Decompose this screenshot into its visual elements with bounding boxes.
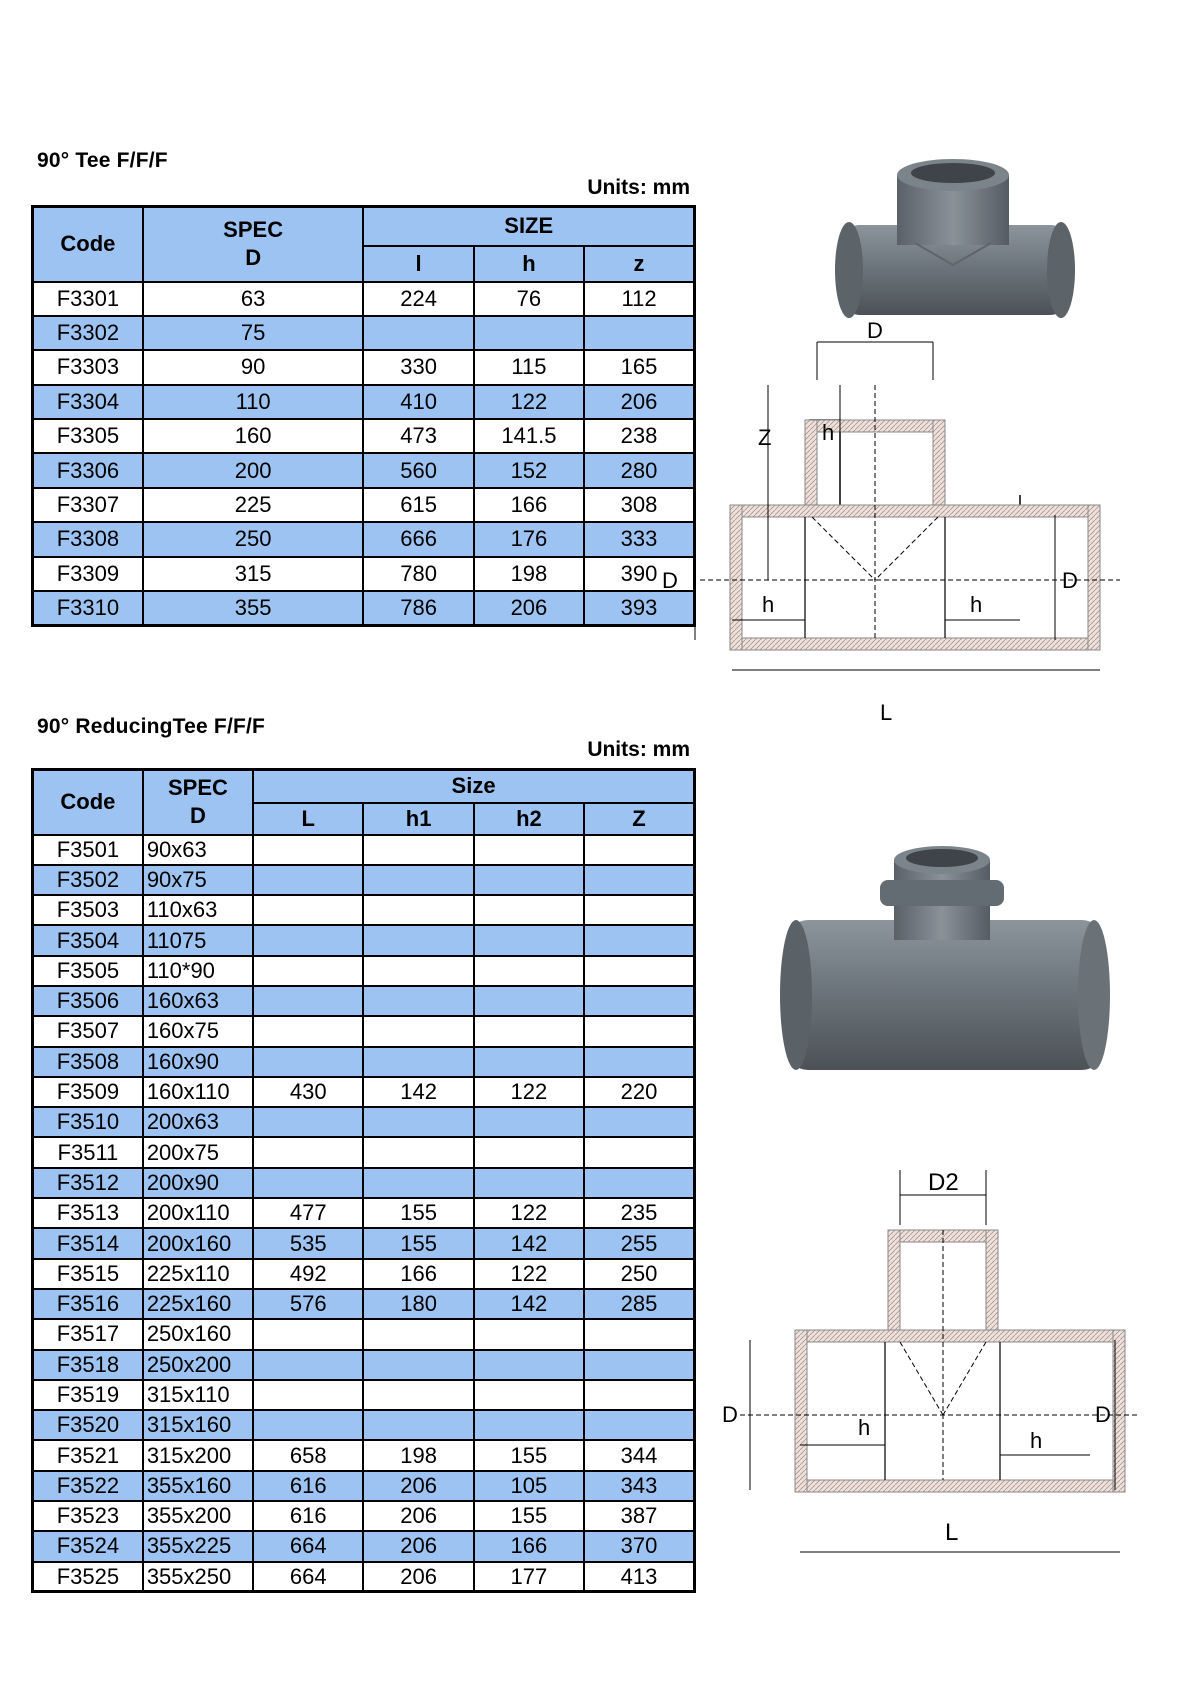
table-row — [33, 350, 695, 384]
cell-z — [584, 1047, 694, 1077]
tee-diagram-h-top: h — [822, 420, 835, 445]
table-row — [33, 835, 695, 865]
cell-h1: 206 — [363, 1531, 473, 1561]
cell-h1 — [363, 1380, 473, 1410]
cell-z — [584, 1410, 694, 1440]
cell-code: F3517 — [33, 1319, 143, 1349]
cell-d: 110*90 — [143, 956, 253, 986]
cell-d: 315x110 — [143, 1380, 253, 1410]
cell-h: 198 — [474, 557, 584, 591]
cell-code: F3308 — [33, 522, 143, 556]
cell-d: 355 — [143, 591, 364, 625]
cell-code: F3310 — [33, 591, 143, 625]
cell-d: 200 — [143, 453, 364, 487]
cell-l: 616 — [253, 1501, 363, 1531]
cell-d: 225x160 — [143, 1289, 253, 1319]
cell-z: 285 — [584, 1289, 694, 1319]
cell-h1 — [363, 925, 473, 955]
cell-h1 — [363, 835, 473, 865]
cell-h1 — [363, 1137, 473, 1167]
cell-code: F3501 — [33, 835, 143, 865]
cell-z: 387 — [584, 1501, 694, 1531]
table-row — [33, 316, 695, 350]
tee-product-photo — [835, 155, 1075, 335]
cell-h2 — [474, 925, 584, 955]
cell-code: F3309 — [33, 557, 143, 591]
cell-code: F3519 — [33, 1380, 143, 1410]
table-row — [33, 1440, 695, 1470]
cell-l: 477 — [253, 1198, 363, 1228]
tee-col-spec — [143, 207, 364, 282]
tee-diagram-d-top: D — [867, 318, 883, 343]
table-row — [33, 1501, 695, 1531]
cell-l — [253, 865, 363, 895]
cell-l: 666 — [363, 522, 473, 556]
cell-d: 110x63 — [143, 895, 253, 925]
cell-code: F3307 — [33, 488, 143, 522]
cell-h2 — [474, 1410, 584, 1440]
cell-d: 355x200 — [143, 1501, 253, 1531]
cell-h2 — [474, 1380, 584, 1410]
cell-l: 535 — [253, 1228, 363, 1258]
cell-code: F3525 — [33, 1562, 143, 1592]
cell-code: F3306 — [33, 453, 143, 487]
cell-l: 658 — [253, 1440, 363, 1470]
cell-d: 160x75 — [143, 1016, 253, 1046]
cell-code: F3518 — [33, 1350, 143, 1380]
cell-h1 — [363, 1410, 473, 1440]
cell-l — [253, 1410, 363, 1440]
cell-z — [584, 925, 694, 955]
cell-z — [584, 1168, 694, 1198]
cell-h2 — [474, 986, 584, 1016]
reducing-diagram-d-left: D — [722, 1402, 738, 1427]
cell-d: 110 — [143, 385, 364, 419]
reducing-col-l: L — [253, 803, 363, 835]
cell-z — [584, 1350, 694, 1380]
cell-code: F3506 — [33, 986, 143, 1016]
cell-code: F3505 — [33, 956, 143, 986]
tee-col-l: l — [363, 246, 473, 282]
table-row — [33, 1198, 695, 1228]
table-row — [33, 453, 695, 487]
tee-units-label: Units: mm — [587, 176, 690, 199]
table-row — [33, 1228, 695, 1258]
cell-code: F3510 — [33, 1107, 143, 1137]
cell-z: 235 — [584, 1198, 694, 1228]
reducing-col-spec-sub: D — [190, 803, 206, 829]
cell-code: F3502 — [33, 865, 143, 895]
cell-h2 — [474, 895, 584, 925]
table-row — [33, 1077, 695, 1107]
cell-h1 — [363, 1016, 473, 1046]
table-row — [33, 865, 695, 895]
cell-h1 — [363, 1047, 473, 1077]
cell-h2: 177 — [474, 1562, 584, 1592]
cell-l: 473 — [363, 419, 473, 453]
cell-h1 — [363, 1168, 473, 1198]
reducing-col-spec — [143, 770, 253, 835]
cell-l: 430 — [253, 1077, 363, 1107]
table-row — [33, 1380, 695, 1410]
tee-col-code: Code — [33, 207, 143, 282]
cell-z — [584, 1107, 694, 1137]
cell-h: 206 — [474, 591, 584, 625]
reducing-col-size: Size — [253, 770, 694, 803]
cell-l — [253, 986, 363, 1016]
cell-code: F3512 — [33, 1168, 143, 1198]
tee-diagram-l: L — [880, 700, 893, 725]
cell-z: 390 — [584, 557, 694, 591]
cell-h2 — [474, 956, 584, 986]
table-row — [33, 1531, 695, 1561]
cell-d: 315x160 — [143, 1410, 253, 1440]
tee-spec-table — [31, 205, 696, 627]
table-row — [33, 956, 695, 986]
cell-h2 — [474, 1350, 584, 1380]
reducing-units-label: Units: mm — [587, 738, 690, 761]
cell-code: F3301 — [33, 282, 143, 316]
cell-d: 75 — [143, 316, 364, 350]
cell-l — [253, 1319, 363, 1349]
tee-diagram-z: Z — [758, 425, 772, 450]
cell-l — [363, 316, 473, 350]
tee-section-title: 90° Tee F/F/F — [37, 149, 168, 172]
cell-z — [584, 1380, 694, 1410]
table-row — [33, 1107, 695, 1137]
cell-h1: 166 — [363, 1259, 473, 1289]
cell-z: 165 — [584, 350, 694, 384]
table-row — [33, 1047, 695, 1077]
cell-l — [253, 1047, 363, 1077]
tee-col-spec-sub: D — [245, 245, 262, 271]
tee-diagram-h-right: h — [970, 592, 983, 617]
reducing-col-spec-label: SPEC — [168, 775, 228, 801]
cell-d: 315 — [143, 557, 364, 591]
cell-d: 90 — [143, 350, 364, 384]
cell-h2: 105 — [474, 1471, 584, 1501]
cell-code: F3514 — [33, 1228, 143, 1258]
cell-h: 115 — [474, 350, 584, 384]
cell-h2: 122 — [474, 1077, 584, 1107]
cell-h1: 155 — [363, 1228, 473, 1258]
table-row — [33, 895, 695, 925]
cell-d: 250x200 — [143, 1350, 253, 1380]
cell-h2 — [474, 1016, 584, 1046]
cell-h: 122 — [474, 385, 584, 419]
cell-d: 160x63 — [143, 986, 253, 1016]
cell-code: F3511 — [33, 1137, 143, 1167]
cell-h2 — [474, 1319, 584, 1349]
cell-l: 410 — [363, 385, 473, 419]
cell-d: 160x110 — [143, 1077, 253, 1107]
cell-l: 664 — [253, 1531, 363, 1561]
cell-l: 224 — [363, 282, 473, 316]
cell-z — [584, 835, 694, 865]
reducing-diagram-h-right: h — [1030, 1428, 1043, 1453]
cell-l: 492 — [253, 1259, 363, 1289]
cell-l — [253, 1137, 363, 1167]
cell-code: F3521 — [33, 1440, 143, 1470]
cell-z: 333 — [584, 522, 694, 556]
reducing-spec-table — [31, 768, 696, 1593]
cell-z — [584, 316, 694, 350]
cell-z: 255 — [584, 1228, 694, 1258]
reducing-product-photo — [780, 840, 1110, 1080]
cell-l: 780 — [363, 557, 473, 591]
cell-d: 160 — [143, 419, 364, 453]
cell-z — [584, 1016, 694, 1046]
table-row — [33, 522, 695, 556]
cell-d: 355x160 — [143, 1471, 253, 1501]
table-row — [33, 419, 695, 453]
cell-l — [253, 1168, 363, 1198]
cell-h1: 180 — [363, 1289, 473, 1319]
reducing-diagram-l: L — [945, 1519, 959, 1546]
table-row — [33, 488, 695, 522]
cell-l — [253, 835, 363, 865]
cell-l — [253, 895, 363, 925]
cell-z: 308 — [584, 488, 694, 522]
cell-z: 206 — [584, 385, 694, 419]
tee-col-spec-label: SPEC — [223, 217, 284, 243]
cell-z: 393 — [584, 591, 694, 625]
cell-l: 615 — [363, 488, 473, 522]
cell-h2: 142 — [474, 1289, 584, 1319]
table-row — [33, 1016, 695, 1046]
cell-code: F3509 — [33, 1077, 143, 1107]
table-row — [33, 986, 695, 1016]
reducing-col-h1: h1 — [363, 803, 473, 835]
cell-code: F3303 — [33, 350, 143, 384]
cell-d: 225 — [143, 488, 364, 522]
table-row — [33, 1471, 695, 1501]
cell-l — [253, 1016, 363, 1046]
cell-code: F3513 — [33, 1198, 143, 1228]
cell-l: 616 — [253, 1471, 363, 1501]
cell-code: F3515 — [33, 1259, 143, 1289]
cell-h1: 206 — [363, 1471, 473, 1501]
table-row — [33, 1137, 695, 1167]
cell-h2 — [474, 865, 584, 895]
cell-h2: 155 — [474, 1501, 584, 1531]
cell-z — [584, 1137, 694, 1167]
cell-d: 200x160 — [143, 1228, 253, 1258]
cell-d: 160x90 — [143, 1047, 253, 1077]
cell-l — [253, 956, 363, 986]
reducing-col-z: Z — [584, 803, 694, 835]
cell-z — [584, 1319, 694, 1349]
cell-d: 11075 — [143, 925, 253, 955]
cell-z — [584, 986, 694, 1016]
table-row — [33, 1410, 695, 1440]
tee-dimension-diagram — [662, 318, 1120, 740]
cell-d: 315x200 — [143, 1440, 253, 1470]
cell-code: F3520 — [33, 1410, 143, 1440]
cell-h1 — [363, 865, 473, 895]
cell-h — [474, 316, 584, 350]
cell-code: F3522 — [33, 1471, 143, 1501]
cell-h2: 122 — [474, 1259, 584, 1289]
table-row — [33, 282, 695, 316]
table-row — [33, 385, 695, 419]
cell-h1: 206 — [363, 1562, 473, 1592]
cell-h1: 198 — [363, 1440, 473, 1470]
cell-code: F3305 — [33, 419, 143, 453]
reducing-col-h2: h2 — [474, 803, 584, 835]
cell-d: 200x90 — [143, 1168, 253, 1198]
cell-code: F3302 — [33, 316, 143, 350]
cell-h: 141.5 — [474, 419, 584, 453]
cell-code: F3524 — [33, 1531, 143, 1561]
cell-l: 330 — [363, 350, 473, 384]
cell-h2: 122 — [474, 1198, 584, 1228]
cell-d: 200x110 — [143, 1198, 253, 1228]
cell-z: 220 — [584, 1077, 694, 1107]
cell-h: 76 — [474, 282, 584, 316]
cell-d: 63 — [143, 282, 364, 316]
reducing-diagram-d2: D2 — [928, 1169, 959, 1196]
table-row — [33, 1350, 695, 1380]
cell-code: F3503 — [33, 895, 143, 925]
cell-l: 560 — [363, 453, 473, 487]
cell-z: 343 — [584, 1471, 694, 1501]
cell-h1: 142 — [363, 1077, 473, 1107]
cell-code: F3507 — [33, 1016, 143, 1046]
reducing-col-code: Code — [33, 770, 143, 835]
cell-d: 200x75 — [143, 1137, 253, 1167]
cell-h2 — [474, 835, 584, 865]
cell-code: F3304 — [33, 385, 143, 419]
cell-z: 250 — [584, 1259, 694, 1289]
table-row — [33, 591, 695, 625]
cell-z — [584, 895, 694, 925]
reducing-dimension-diagram — [700, 1170, 1140, 1590]
tee-diagram-d-right: D — [1062, 568, 1078, 593]
cell-h2 — [474, 1137, 584, 1167]
table-row — [33, 1319, 695, 1349]
cell-l — [253, 1380, 363, 1410]
cell-h1 — [363, 956, 473, 986]
table-row — [33, 1289, 695, 1319]
tee-col-h: h — [474, 246, 584, 282]
cell-code: F3508 — [33, 1047, 143, 1077]
cell-l — [253, 1350, 363, 1380]
cell-h1: 206 — [363, 1501, 473, 1531]
cell-l: 786 — [363, 591, 473, 625]
cell-z: 280 — [584, 453, 694, 487]
reducing-section-title: 90° ReducingTee F/F/F — [37, 715, 266, 738]
table-row — [33, 1168, 695, 1198]
cell-l: 664 — [253, 1562, 363, 1592]
cell-d: 355x250 — [143, 1562, 253, 1592]
cell-d: 200x63 — [143, 1107, 253, 1137]
cell-d: 355x225 — [143, 1531, 253, 1561]
cell-h2 — [474, 1047, 584, 1077]
cell-code: F3516 — [33, 1289, 143, 1319]
cell-h2 — [474, 1107, 584, 1137]
cell-d: 90x75 — [143, 865, 253, 895]
tee-col-z: z — [584, 246, 694, 282]
cell-code: F3504 — [33, 925, 143, 955]
cell-h2 — [474, 1168, 584, 1198]
cell-d: 225x110 — [143, 1259, 253, 1289]
cell-h1 — [363, 1319, 473, 1349]
reducing-diagram-d-right: D — [1095, 1402, 1111, 1427]
cell-z: 413 — [584, 1562, 694, 1592]
cell-z — [584, 865, 694, 895]
cell-h1 — [363, 895, 473, 925]
cell-d: 250x160 — [143, 1319, 253, 1349]
cell-h: 166 — [474, 488, 584, 522]
cell-h: 152 — [474, 453, 584, 487]
reducing-diagram-h-left: h — [858, 1415, 871, 1440]
cell-d: 90x63 — [143, 835, 253, 865]
cell-h1 — [363, 1350, 473, 1380]
cell-z — [584, 956, 694, 986]
cell-l: 576 — [253, 1289, 363, 1319]
tee-diagram-h-left: h — [762, 592, 775, 617]
table-row — [33, 557, 695, 591]
cell-h2: 166 — [474, 1531, 584, 1561]
cell-z: 344 — [584, 1440, 694, 1470]
cell-l — [253, 925, 363, 955]
tee-col-size: SIZE — [363, 207, 694, 246]
cell-z: 238 — [584, 419, 694, 453]
cell-d: 250 — [143, 522, 364, 556]
cell-h1 — [363, 1107, 473, 1137]
cell-z: 370 — [584, 1531, 694, 1561]
cell-h1: 155 — [363, 1198, 473, 1228]
cell-l — [253, 1107, 363, 1137]
table-row — [33, 1562, 695, 1592]
cell-h2: 142 — [474, 1228, 584, 1258]
cell-z: 112 — [584, 282, 694, 316]
cell-code: F3523 — [33, 1501, 143, 1531]
cell-h2: 155 — [474, 1440, 584, 1470]
tee-diagram-d-left: D — [662, 568, 678, 593]
table-row — [33, 925, 695, 955]
cell-h: 176 — [474, 522, 584, 556]
cell-h1 — [363, 986, 473, 1016]
table-row — [33, 1259, 695, 1289]
